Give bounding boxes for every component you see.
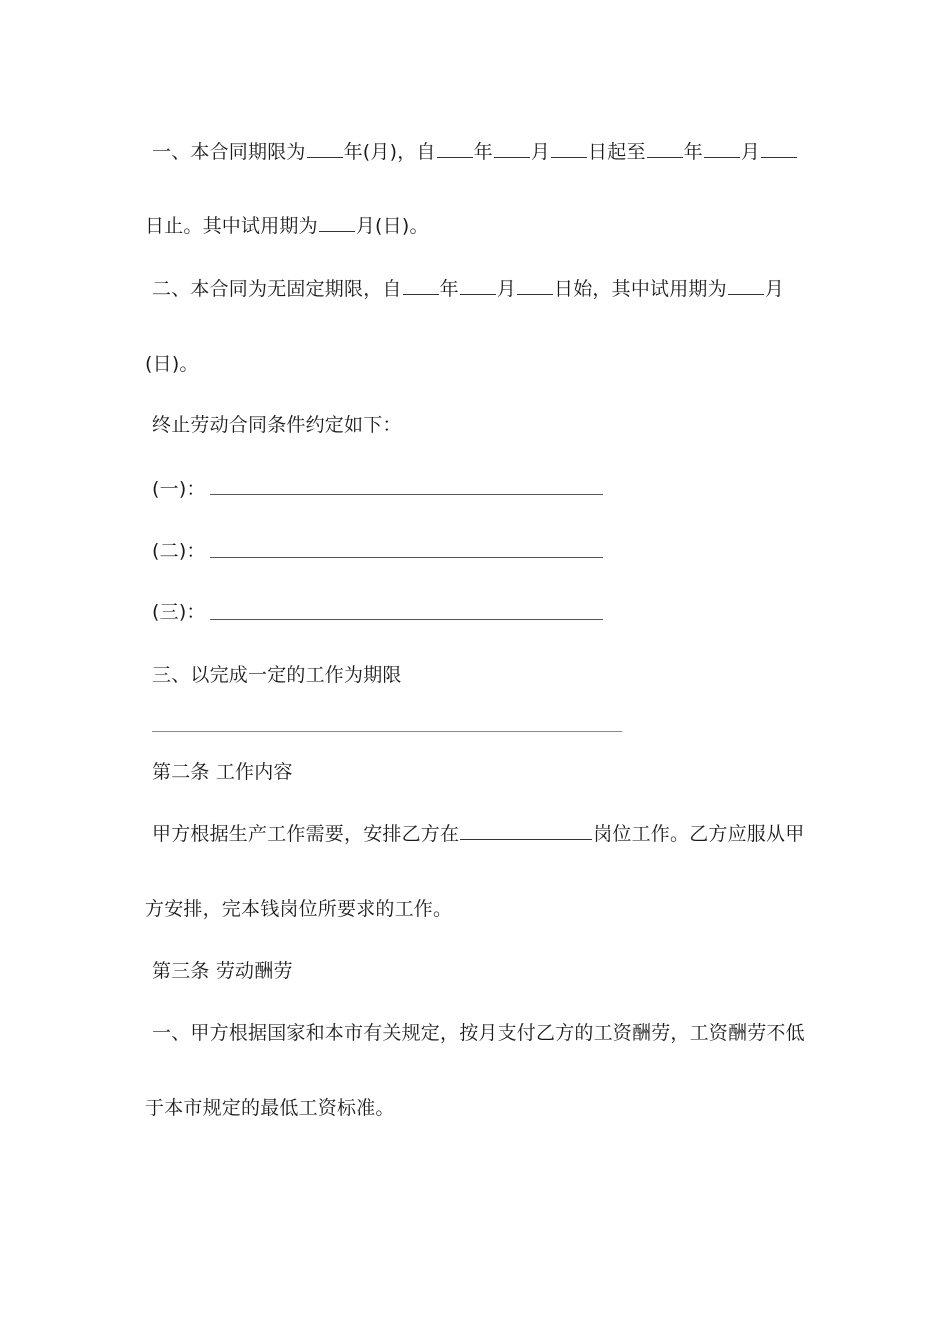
blank-field — [403, 280, 439, 295]
termination-item-3 — [152, 600, 206, 624]
clause-2-text: 二、本合同为无固定期限，自 — [152, 278, 402, 300]
clause-1-text: 年(月)，自 — [343, 141, 436, 163]
item-label: (三)： — [152, 601, 206, 623]
blank-field — [647, 143, 683, 158]
clause-1-line-1 — [152, 140, 798, 164]
clause-3 — [152, 663, 402, 687]
blank-field — [517, 280, 553, 295]
blank-field — [460, 825, 592, 840]
article-3-title — [152, 959, 293, 983]
clause-2-line-2 — [145, 352, 199, 376]
paragraph-text: 甲方根据生产工作需要，安排乙方在 — [152, 823, 460, 845]
clause-2-text: (日)。 — [145, 353, 199, 375]
article-2-para-line-1 — [152, 822, 804, 846]
clause-2-text: 年 — [439, 278, 459, 300]
paragraph-text: 一、甲方根据国家和本市有关规定，按月支付乙方的工资酬劳，工资酬劳不低 — [152, 1022, 805, 1044]
blank-field — [551, 143, 587, 158]
blank-line-4 — [152, 731, 622, 732]
blank-field — [704, 143, 740, 158]
blank-field — [728, 280, 764, 295]
clause-1-text: 月 — [740, 141, 761, 163]
termination-heading — [152, 413, 402, 437]
clause-1-text: 月 — [530, 141, 551, 163]
item-label: (二)： — [152, 540, 206, 562]
clause-2-text: 月 — [496, 278, 517, 300]
blank-line-2 — [210, 557, 603, 558]
termination-item-2 — [152, 539, 206, 563]
paragraph-text: 方安排，完本钱岗位所要求的工作。 — [145, 898, 453, 920]
blank-line-1 — [210, 494, 603, 495]
blank-field — [761, 143, 797, 158]
blank-line-3 — [210, 619, 603, 620]
clause-3-text: 三、以完成一定的工作为期限 — [152, 664, 402, 686]
clause-2-text: 日始，其中试用期为 — [554, 278, 727, 300]
blank-field — [460, 280, 496, 295]
clause-1-text: 一、本合同期限为 — [152, 141, 306, 163]
blank-field — [307, 143, 343, 158]
article-2-para-line-2 — [145, 897, 452, 921]
clause-1-text: 年 — [683, 141, 703, 163]
blank-field — [437, 143, 473, 158]
item-label: (一)： — [152, 478, 206, 500]
paragraph-text: 岗位工作。乙方应服从甲 — [593, 823, 805, 845]
clause-1-text: 日止。其中试用期为 — [145, 215, 318, 237]
paragraph-text: 于本市规定的最低工资标准。 — [145, 1097, 395, 1119]
article-3-para-line-1 — [152, 1021, 805, 1045]
article-2-title — [152, 760, 293, 784]
termination-heading-text: 终止劳动合同条件约定如下： — [152, 414, 402, 436]
termination-item-1 — [152, 477, 206, 501]
article-title: 第二条 工作内容 — [152, 761, 293, 783]
clause-1-text: 日起至 — [588, 141, 646, 163]
clause-2-line-1 — [152, 277, 784, 301]
clause-1-text: 月(日)。 — [355, 215, 429, 237]
clause-2-text: 月 — [764, 278, 785, 300]
clause-1-line-2 — [145, 214, 429, 238]
blank-field — [319, 217, 355, 232]
article-3-para-line-2 — [145, 1096, 395, 1120]
article-title: 第三条 劳动酬劳 — [152, 960, 293, 982]
clause-1-text: 年 — [473, 141, 493, 163]
blank-field — [494, 143, 530, 158]
